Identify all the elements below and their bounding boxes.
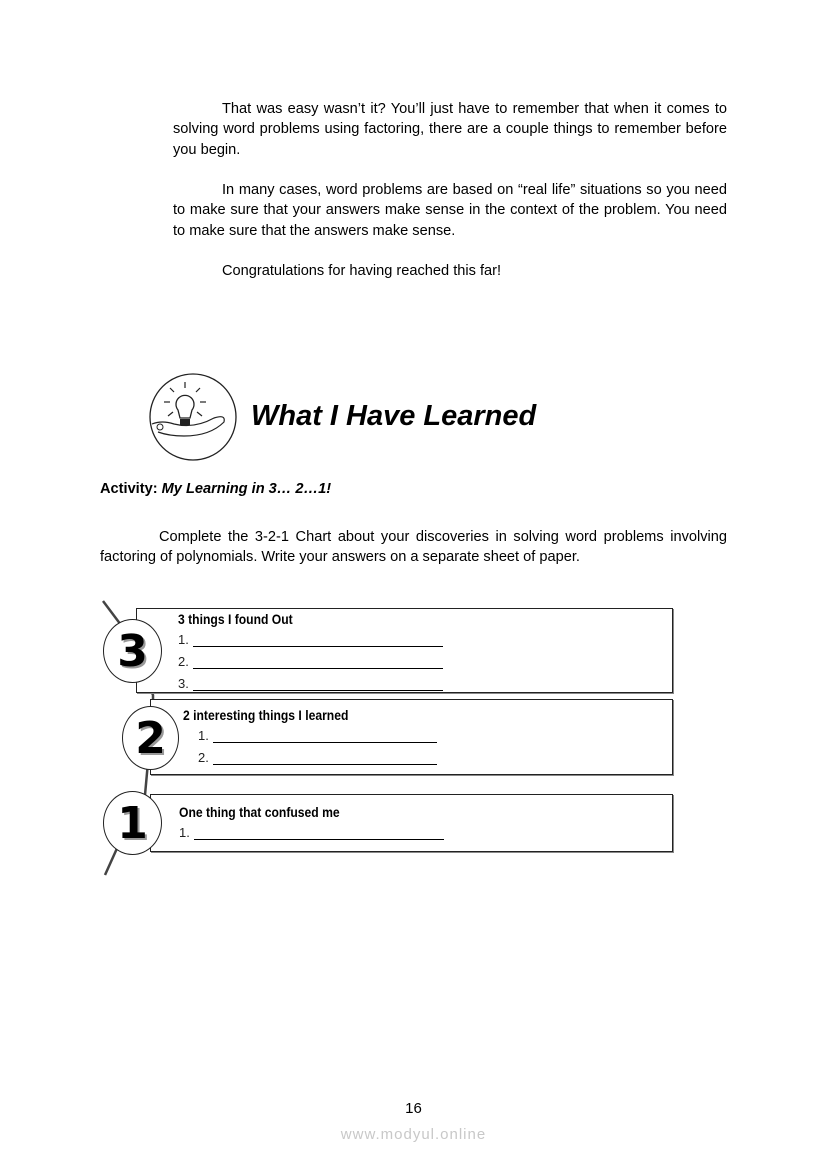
activity-heading bbox=[100, 481, 331, 497]
chart-box-3 bbox=[136, 608, 673, 693]
chart-box-1 bbox=[150, 794, 673, 852]
watermark: www.modyul.online bbox=[340, 1126, 487, 1143]
instructions-text: Complete the 3-2-1 Chart about your discoveries in solving word problems involving factoring of polynomials. Write your answers on a separate sheet of paper. bbox=[100, 529, 727, 566]
paragraph-text: Congratulations for having reached this far! bbox=[222, 263, 502, 279]
box-heading: 2 interesting things I learned bbox=[183, 708, 349, 723]
number-circle-3: 3 bbox=[103, 619, 162, 683]
lightbulb-hand-icon bbox=[148, 372, 238, 462]
paragraph-2 bbox=[173, 180, 727, 241]
instructions bbox=[100, 527, 727, 568]
item-number: 1. bbox=[179, 825, 190, 840]
paragraph-text: That was easy wasn’t it? You’ll just have to remember that when it comes to solving word problems using factoring, there are a couple things to remember before you begin. bbox=[173, 101, 727, 158]
answer-line[interactable] bbox=[198, 750, 437, 765]
activity-label: Activity: bbox=[100, 481, 158, 497]
paragraph-1 bbox=[173, 99, 727, 160]
item-number: 3. bbox=[178, 676, 189, 691]
answer-line[interactable] bbox=[178, 654, 443, 669]
paragraph-3 bbox=[173, 261, 727, 281]
answer-line[interactable] bbox=[178, 676, 443, 691]
paragraph-text: In many cases, word problems are based on “real life” situations so you need to make sure that your answers make sense in the context of the problem. You need to make sure that the answers make sense. bbox=[173, 182, 727, 239]
number-circle-1: 1 bbox=[103, 791, 162, 855]
chart-box-2 bbox=[150, 699, 673, 775]
answer-line[interactable] bbox=[178, 632, 443, 647]
number-circle-2: 2 bbox=[122, 706, 179, 770]
answer-line[interactable] bbox=[198, 728, 437, 743]
item-number: 1. bbox=[198, 728, 209, 743]
box-heading: One thing that confused me bbox=[179, 805, 340, 820]
section-title: What I Have Learned bbox=[251, 400, 537, 432]
answer-line[interactable] bbox=[179, 825, 444, 840]
item-number: 2. bbox=[178, 654, 189, 669]
item-number: 1. bbox=[178, 632, 189, 647]
page-number: 16 bbox=[405, 1100, 422, 1117]
activity-name: My Learning in 3… 2…1! bbox=[161, 481, 332, 497]
box-heading: 3 things I found Out bbox=[178, 612, 293, 627]
item-number: 2. bbox=[198, 750, 209, 765]
